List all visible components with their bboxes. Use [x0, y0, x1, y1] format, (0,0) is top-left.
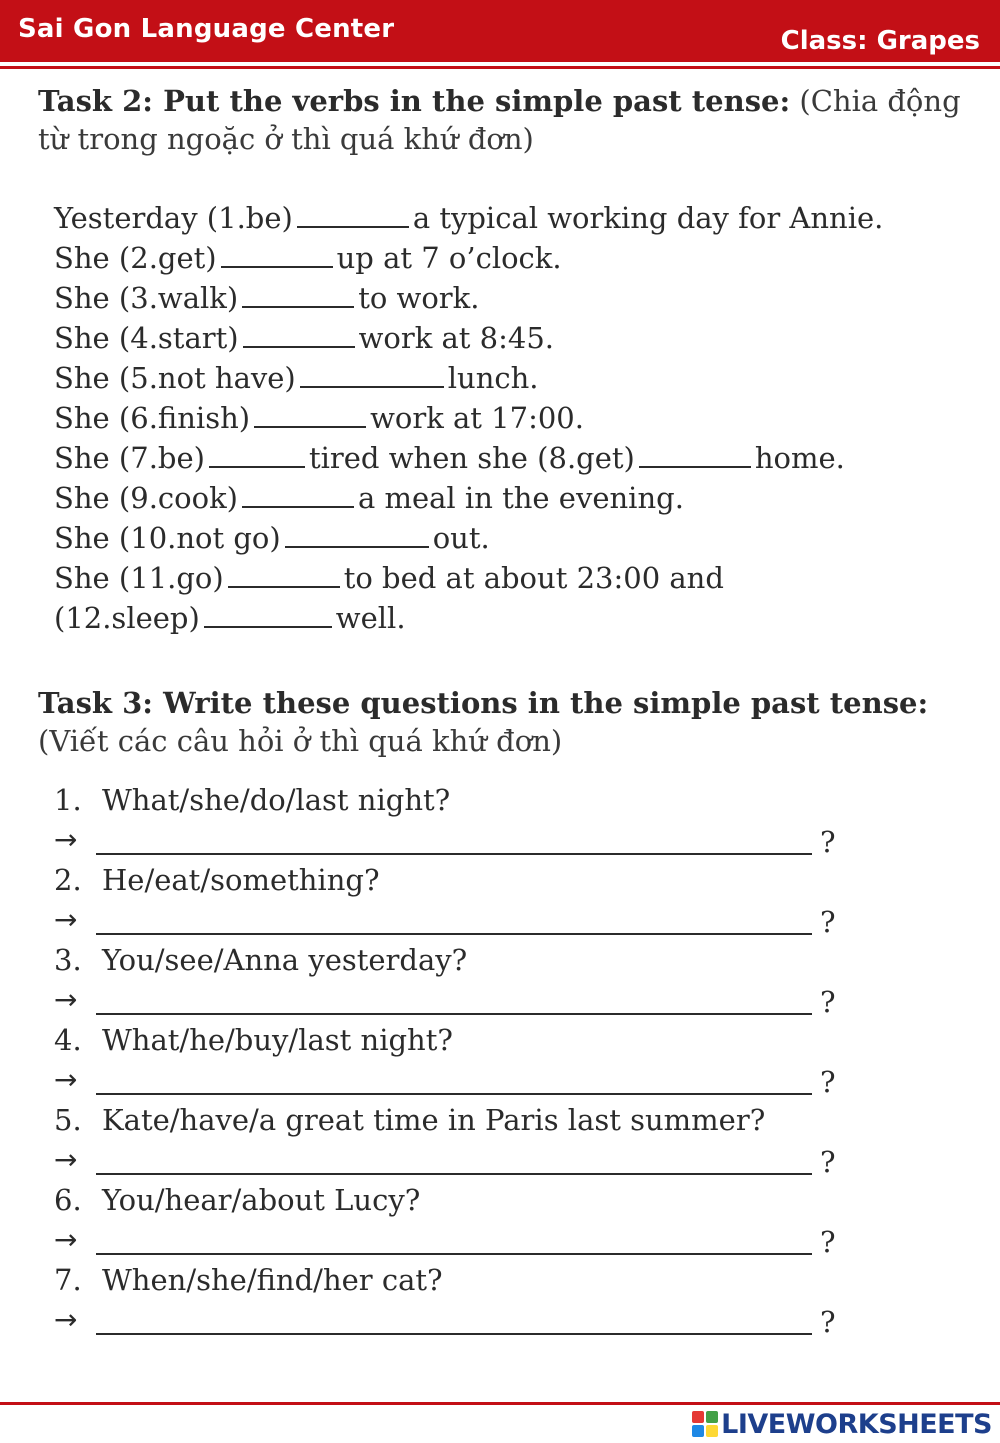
question-2	[54, 860, 954, 900]
line-text: She (9.cook)	[54, 481, 238, 515]
answer-line-7[interactable]	[96, 1333, 812, 1335]
line-text: Yesterday (1.be)	[54, 201, 293, 235]
answer-row-6	[54, 1220, 954, 1260]
line-text: home.	[754, 441, 845, 475]
line-text: to work.	[358, 281, 480, 315]
task3-title: Task 3: Write these questions in the simple past tense:	[38, 686, 929, 720]
answer-row-2	[54, 900, 954, 940]
answer-blank-12[interactable]	[204, 599, 332, 628]
answer-blank-1[interactable]	[297, 199, 409, 228]
question-4	[54, 1020, 954, 1060]
answer-line-4[interactable]	[96, 1093, 812, 1095]
exercise-line-9	[54, 518, 984, 558]
answer-blank-5[interactable]	[300, 359, 444, 388]
line-text: (12.sleep)	[54, 601, 200, 635]
question-text: You/see/Anna yesterday?	[102, 943, 468, 977]
question-mark: ?	[820, 1145, 836, 1179]
question-number: 3.	[54, 943, 82, 977]
arrow-right-icon: →	[54, 823, 78, 856]
question-mark: ?	[820, 985, 836, 1019]
question-mark: ?	[820, 825, 836, 859]
arrow-right-icon: →	[54, 1143, 78, 1176]
answer-line-6[interactable]	[96, 1253, 812, 1255]
exercise-line-1	[54, 198, 984, 238]
question-number: 5.	[54, 1103, 82, 1137]
line-text: She (2.get)	[54, 241, 217, 275]
line-text: a typical working day for Annie.	[412, 201, 884, 235]
line-text: She (10.not go)	[54, 521, 281, 555]
exercise-line-6	[54, 398, 984, 438]
task3-note: (Viết các câu hỏi ở thì quá khứ đơn)	[38, 724, 563, 758]
task2-heading	[38, 82, 978, 158]
question-mark: ?	[820, 1065, 836, 1099]
answer-line-5[interactable]	[96, 1173, 812, 1175]
exercise-line-2	[54, 238, 984, 278]
logo-square-green	[706, 1411, 718, 1423]
answer-blank-11[interactable]	[228, 559, 340, 588]
question-7	[54, 1260, 954, 1300]
answer-row-4	[54, 1060, 954, 1100]
liveworksheets-brand	[692, 1407, 992, 1441]
line-text: a meal in the evening.	[357, 481, 684, 515]
question-number: 1.	[54, 783, 82, 817]
answer-blank-4[interactable]	[243, 319, 355, 348]
exercise-line-10	[54, 558, 984, 598]
line-text: out.	[432, 521, 490, 555]
question-number: 6.	[54, 1183, 82, 1217]
question-text: What/she/do/last night?	[102, 783, 451, 817]
line-text: She (7.be)	[54, 441, 205, 475]
exercise-line-11	[54, 598, 984, 638]
question-text: What/he/buy/last night?	[102, 1023, 453, 1057]
exercise-line-5	[54, 358, 984, 398]
question-3	[54, 940, 954, 980]
question-number: 4.	[54, 1023, 82, 1057]
line-text: up at 7 o’clock.	[336, 241, 562, 275]
class-label: Class: Grapes	[780, 26, 980, 56]
answer-blank-9[interactable]	[242, 479, 354, 508]
answer-blank-2[interactable]	[221, 239, 333, 268]
task2-note: (Chia động từ trong ngoặc ở thì quá khứ đơn)	[38, 84, 961, 156]
question-number: 2.	[54, 863, 82, 897]
task2-title: Task 2: Put the verbs in the simple past tense:	[38, 84, 791, 118]
exercise-line-4	[54, 318, 984, 358]
line-text: lunch.	[447, 361, 539, 395]
question-text: You/hear/about Lucy?	[102, 1183, 421, 1217]
answer-line-2[interactable]	[96, 933, 812, 935]
logo-square-yellow	[706, 1425, 718, 1437]
question-text: When/she/find/her cat?	[102, 1263, 443, 1297]
arrow-right-icon: →	[54, 1063, 78, 1096]
question-1	[54, 780, 954, 820]
arrow-right-icon: →	[54, 1303, 78, 1336]
line-text: She (3.walk)	[54, 281, 239, 315]
question-text: He/eat/something?	[102, 863, 380, 897]
question-mark: ?	[820, 1305, 836, 1339]
line-text: well.	[335, 601, 406, 635]
question-5	[54, 1100, 954, 1140]
exercise-line-8	[54, 478, 984, 518]
question-mark: ?	[820, 1225, 836, 1259]
line-text: She (6.finish)	[54, 401, 251, 435]
answer-line-3[interactable]	[96, 1013, 812, 1015]
logo-square-blue	[692, 1425, 704, 1437]
line-text: tired when she (8.get)	[308, 441, 635, 475]
arrow-right-icon: →	[54, 903, 78, 936]
brand-name: LIVEWORKSHEETS	[721, 1408, 992, 1440]
answer-row-3	[54, 980, 954, 1020]
footer-divider	[0, 1402, 1000, 1405]
answer-row-5	[54, 1140, 954, 1180]
task3-questions	[54, 780, 954, 1340]
header-divider	[0, 66, 1000, 69]
line-text: to bed at about 23:00 and	[343, 561, 724, 595]
question-6	[54, 1180, 954, 1220]
question-number: 7.	[54, 1263, 82, 1297]
answer-blank-10[interactable]	[285, 519, 429, 548]
arrow-right-icon: →	[54, 983, 78, 1016]
answer-blank-3[interactable]	[242, 279, 354, 308]
answer-row-7	[54, 1300, 954, 1340]
line-text: work at 17:00.	[370, 401, 584, 435]
task2-exercise	[54, 198, 984, 638]
logo-square-red	[692, 1411, 704, 1423]
line-text: She (4.start)	[54, 321, 239, 355]
line-text: work at 8:45.	[358, 321, 555, 355]
answer-blank-7[interactable]	[209, 439, 305, 468]
liveworksheets-logo-icon	[692, 1411, 718, 1437]
center-name: Sai Gon Language Center	[18, 14, 395, 44]
answer-line-1[interactable]	[96, 853, 812, 855]
question-text: Kate/have/a great time in Paris last summer?	[102, 1103, 766, 1137]
line-text: She (11.go)	[54, 561, 224, 595]
question-mark: ?	[820, 905, 836, 939]
line-text: She (5.not have)	[54, 361, 296, 395]
answer-row-1	[54, 820, 954, 860]
task3-heading	[38, 684, 978, 760]
arrow-right-icon: →	[54, 1223, 78, 1256]
answer-blank-8[interactable]	[639, 439, 751, 468]
answer-blank-6[interactable]	[254, 399, 366, 428]
exercise-line-7	[54, 438, 984, 478]
exercise-line-3	[54, 278, 984, 318]
